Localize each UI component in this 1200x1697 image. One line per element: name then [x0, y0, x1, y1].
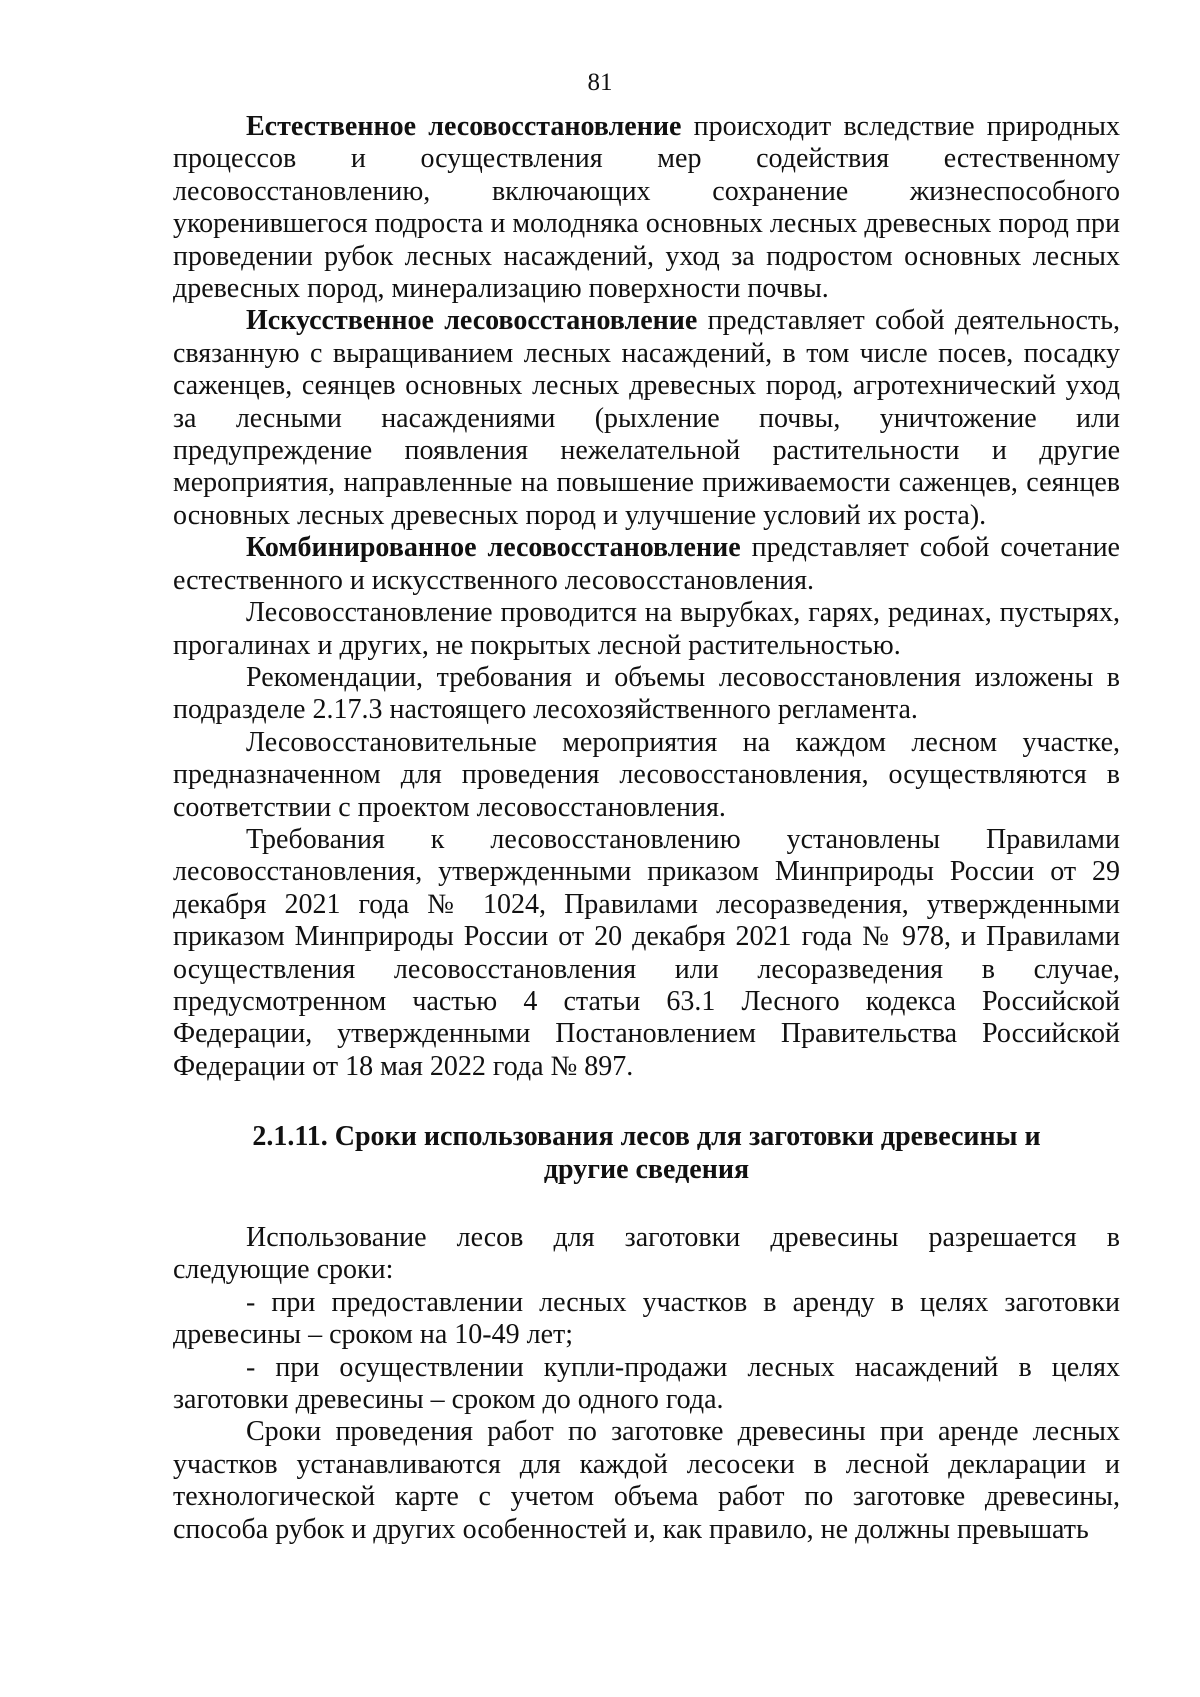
term-combined-reforestation: Комбинированное лесовосстановление — [246, 532, 741, 564]
term-natural-reforestation: Естественное лесовосстановление — [246, 111, 682, 142]
paragraph-text: происходит вследствие природных процессов и осуществления мер содействия естественному лесовосстановлению, включающих сохранение жизнеспособного укоренившегося подроста и молодняка основных лесных древесных пород при проведении рубок лесных насаждений, уход за подростом основных лесных древесных пород, минерализацию поверхности почвы. — [173, 111, 1120, 305]
paragraph-requirements — [173, 824, 1120, 1083]
paragraph-reforestation-measures — [173, 727, 1120, 824]
paragraph-text: представляет собой сочетание естественного и искусственного лесовосстановления. — [173, 532, 1120, 596]
term-artificial-reforestation: Искусственное лесовосстановление — [246, 305, 698, 337]
paragraph-text: Лесовосстановительные мероприятия на каждом лесном участке, предназначенном для проведения лесовосстановления, осуществляются в соответствии с проектом лесовосстановления. — [173, 726, 1120, 823]
paragraph-reforestation-sites — [173, 597, 1120, 662]
paragraph-artificial-reforestation — [173, 305, 1120, 532]
paragraph-text: Лесовосстановление проводится на вырубках, гарях, рединах, пустырях, прогалинах и других, не покрытых лесной растительностью. — [173, 597, 1120, 661]
paragraph-text: представляет собой деятельность, связанную с выращиванием лесных насаждений, в том числе посев, посадку саженцев, сеянцев основных лесных древесных пород, агротехнический уход за лесными насаждениями (рыхление почвы, уничтожение или предупреждение появления нежелательной растительности и другие мероприятия, направленные на повышение приживаемости саженцев, сеянцев основных лесных древесных пород и улучшение условий их роста). — [173, 305, 1120, 531]
paragraph-text: Требования к лесовосстановлению установлены Правилами лесовосстановления, утвержденными приказом Минприроды России от 29 декабря 2021 года № 1024, Правилами лесоразведения, утвержденными приказом Минприроды России от 20 декабря 2021 года № 978, и Правилами осуществления лесовосстановления или лесоразведения в случае, предусмотренном частью 4 статьи 63.1 Лесного кодекса Российской Федерации, утвержденными Постановлением Правительства Российской Федерации от 18 мая 2022 года № 897. — [173, 823, 1120, 1082]
paragraph-natural-reforestation — [173, 111, 1120, 305]
paragraph-combined-reforestation — [173, 532, 1120, 597]
list-item-sale-term: - при осуществлении купли-продажи лесных насаждений в целях заготовки древесины – сроком до одного года. — [173, 1351, 1120, 1416]
paragraph-usage-terms: Использование лесов для заготовки древесины разрешается в следующие сроки: — [173, 1222, 1120, 1286]
paragraph-work-terms: Сроки проведения работ по заготовке древесины при аренде лесных участков устанавливаются для каждой лесосеки в лесной декларации и технологической карте с учетом объема работ по заготовке древесины, способа рубок и других особенностей и, как правило, не должны превышать — [173, 1416, 1120, 1545]
list-item-lease-term: - при предоставлении лесных участков в аренду в целях заготовки древесины – сроком на 10-49 лет; — [173, 1286, 1120, 1351]
document-body — [173, 111, 1120, 1546]
section-heading: 2.1.11. Сроки использования лесов для заготовки древесины и другие сведения — [252, 1121, 1041, 1185]
paragraph-recommendations — [173, 662, 1120, 727]
paragraph-text: Рекомендации, требования и объемы лесовосстановления изложены в подразделе 2.17.3 настоящего лесохозяйственного регламента. — [173, 661, 1120, 726]
page-number: 81 — [587, 69, 613, 96]
